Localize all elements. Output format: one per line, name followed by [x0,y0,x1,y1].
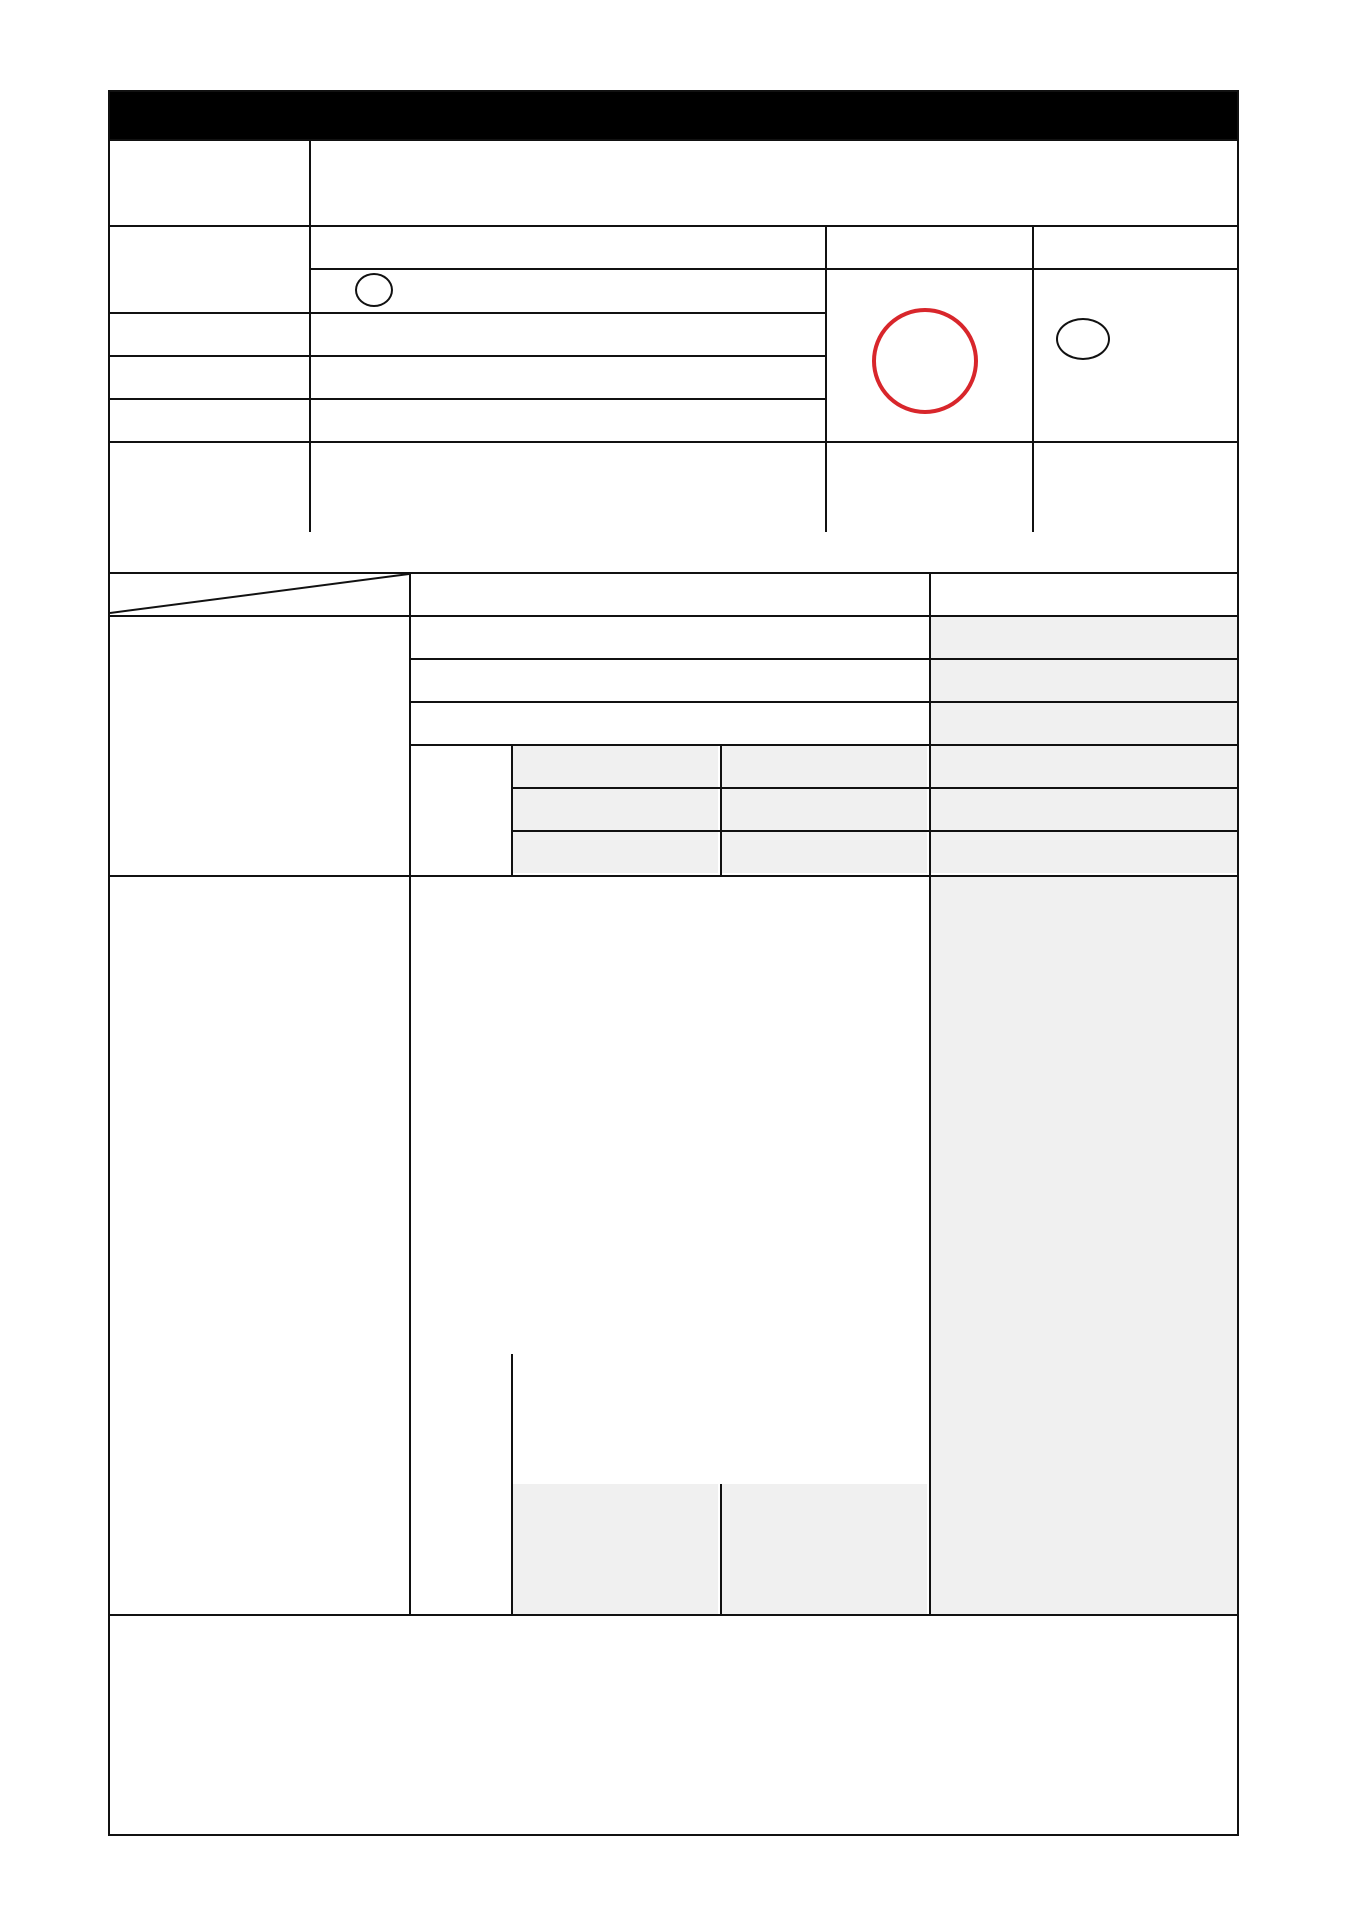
result-label [1032,225,1237,268]
circuit-shade [722,746,927,873]
am-pm-selector [355,273,401,309]
error-shade [513,1484,718,1614]
error-shade [722,1484,927,1614]
divider [1032,225,1034,532]
junction-box-label [110,615,409,875]
property-label [110,355,309,398]
divider [825,225,827,532]
diagonal-header-cell [110,572,410,616]
divider [409,572,411,1616]
address-value[interactable] [311,400,823,439]
items-header [409,572,929,615]
result-shade [931,617,1237,744]
divider [511,1354,513,1616]
seal-label [825,225,1032,268]
divider [720,1484,722,1616]
date-label [110,225,309,312]
divider [409,658,1237,660]
divider [511,787,1237,789]
time-value [640,273,760,309]
open-voltage-label [409,744,511,875]
pcs-result-shade [931,877,1237,1614]
circuit-shade [931,746,1237,873]
am-circled [355,273,393,307]
branch-value[interactable] [311,314,823,353]
sheet-title [110,92,1237,139]
date-value [309,225,825,268]
result-header [929,572,1237,615]
inspector-stamp [872,308,978,414]
overall-result [1048,314,1228,364]
remarks-area[interactable] [112,1654,1235,1834]
divider [110,1614,1237,1616]
divider [409,701,1237,703]
address-label [110,398,309,441]
circuit-shade [513,746,718,873]
property-value[interactable] [311,357,823,396]
divider [511,830,1237,832]
divider [110,441,1237,443]
divider [309,268,1237,270]
branch-label [110,312,309,355]
overall-pass-circled [1056,318,1110,360]
company-label [110,139,309,225]
inspection-sheet [108,90,1239,1836]
